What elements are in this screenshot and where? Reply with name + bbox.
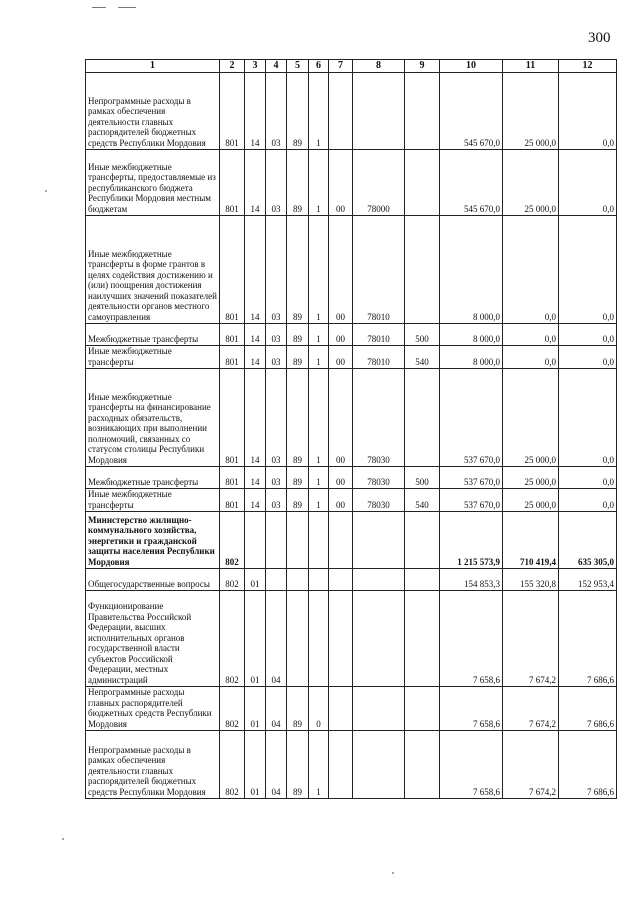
amount-cell: 0,0 — [559, 369, 617, 467]
row-label: Общегосударственные вопросы — [86, 569, 220, 591]
row-label: Непрограммные расходы в рамках обеспечения деятельности главных распорядителей бюджетных средств Республики Мордовия — [86, 731, 220, 799]
code-cell — [287, 591, 309, 687]
table-row — [86, 216, 617, 324]
code-cell: 1 — [309, 216, 329, 324]
amount-cell: 0,0 — [503, 216, 559, 324]
amount-cell: 25 000,0 — [503, 73, 559, 150]
amount-cell: 7 658,6 — [440, 687, 503, 731]
code-cell: 89 — [287, 467, 309, 489]
code-cell: 03 — [266, 216, 287, 324]
code-cell — [329, 687, 353, 731]
scan-speck — [392, 872, 394, 874]
amount-cell: 0,0 — [503, 346, 559, 369]
code-cell: 00 — [329, 369, 353, 467]
table-row — [86, 591, 617, 687]
amount-cell: 7 674,2 — [503, 731, 559, 799]
code-cell: 89 — [287, 216, 309, 324]
code-cell — [287, 569, 309, 591]
code-cell: 14 — [245, 346, 266, 369]
code-cell — [329, 569, 353, 591]
column-header: 10 — [440, 60, 503, 73]
code-cell: 89 — [287, 369, 309, 467]
amount-cell: 7 686,6 — [559, 731, 617, 799]
amount-cell: 7 674,2 — [503, 591, 559, 687]
amount-cell: 0,0 — [559, 73, 617, 150]
amount-cell: 8 000,0 — [440, 346, 503, 369]
code-cell — [329, 731, 353, 799]
amount-cell: 8 000,0 — [440, 324, 503, 346]
code-cell: 1 — [309, 346, 329, 369]
code-cell: 801 — [220, 467, 245, 489]
code-cell: 00 — [329, 467, 353, 489]
amount-cell: 0,0 — [559, 346, 617, 369]
scan-mark — [92, 7, 106, 8]
table-row — [86, 324, 617, 346]
code-cell: 78030 — [353, 369, 405, 467]
amount-cell: 8 000,0 — [440, 216, 503, 324]
table-header-row — [86, 60, 617, 73]
code-cell: 1 — [309, 489, 329, 512]
code-cell: 801 — [220, 73, 245, 150]
code-cell: 00 — [329, 150, 353, 216]
amount-cell: 0,0 — [559, 324, 617, 346]
code-cell — [405, 731, 440, 799]
table-row — [86, 369, 617, 467]
code-cell — [405, 512, 440, 569]
row-label: Непрограммные расходы главных распорядителей бюджетных средств Республики Мордовия — [86, 687, 220, 731]
code-cell: 802 — [220, 569, 245, 591]
amount-cell: 545 670,0 — [440, 150, 503, 216]
amount-cell: 154 853,3 — [440, 569, 503, 591]
code-cell: 802 — [220, 687, 245, 731]
code-cell: 89 — [287, 346, 309, 369]
code-cell — [329, 512, 353, 569]
code-cell: 802 — [220, 512, 245, 569]
code-cell: 78030 — [353, 489, 405, 512]
code-cell: 14 — [245, 369, 266, 467]
code-cell: 04 — [266, 591, 287, 687]
amount-cell: 710 419,4 — [503, 512, 559, 569]
row-label: Иные межбюджетные трансферты — [86, 489, 220, 512]
table-row — [86, 687, 617, 731]
column-header: 3 — [245, 60, 266, 73]
amount-cell: 537 670,0 — [440, 489, 503, 512]
code-cell: 802 — [220, 731, 245, 799]
amount-cell: 0,0 — [559, 467, 617, 489]
code-cell: 801 — [220, 489, 245, 512]
table-row — [86, 731, 617, 799]
code-cell: 89 — [287, 150, 309, 216]
row-label: Непрограммные расходы в рамках обеспечения деятельности главных распорядителей бюджетных средств Республики Мордовия — [86, 73, 220, 150]
code-cell: 01 — [245, 687, 266, 731]
code-cell — [309, 569, 329, 591]
code-cell: 78000 — [353, 150, 405, 216]
amount-cell: 7 658,6 — [440, 591, 503, 687]
code-cell: 802 — [220, 591, 245, 687]
column-header: 5 — [287, 60, 309, 73]
code-cell — [309, 591, 329, 687]
code-cell: 03 — [266, 467, 287, 489]
code-cell: 1 — [309, 369, 329, 467]
table-row — [86, 150, 617, 216]
code-cell: 1 — [309, 73, 329, 150]
table-row — [86, 569, 617, 591]
code-cell: 78030 — [353, 467, 405, 489]
code-cell: 04 — [266, 731, 287, 799]
column-header: 2 — [220, 60, 245, 73]
code-cell — [353, 569, 405, 591]
amount-cell: 7 658,6 — [440, 731, 503, 799]
amount-cell: 545 670,0 — [440, 73, 503, 150]
code-cell: 540 — [405, 346, 440, 369]
code-cell: 89 — [287, 731, 309, 799]
code-cell: 801 — [220, 346, 245, 369]
amount-cell: 537 670,0 — [440, 467, 503, 489]
code-cell — [405, 591, 440, 687]
amount-cell: 0,0 — [503, 324, 559, 346]
code-cell — [353, 73, 405, 150]
code-cell — [405, 73, 440, 150]
code-cell: 1 — [309, 150, 329, 216]
code-cell: 1 — [309, 467, 329, 489]
row-label: Иные межбюджетные трансферты — [86, 346, 220, 369]
code-cell: 89 — [287, 687, 309, 731]
code-cell — [266, 569, 287, 591]
code-cell — [405, 216, 440, 324]
code-cell: 03 — [266, 73, 287, 150]
amount-cell: 155 320,8 — [503, 569, 559, 591]
code-cell — [353, 591, 405, 687]
scan-mark — [118, 7, 136, 8]
code-cell — [329, 73, 353, 150]
code-cell: 801 — [220, 216, 245, 324]
code-cell — [329, 591, 353, 687]
scan-speck — [62, 838, 64, 840]
code-cell — [405, 150, 440, 216]
code-cell — [287, 512, 309, 569]
code-cell — [245, 512, 266, 569]
column-header: 7 — [329, 60, 353, 73]
column-header: 8 — [353, 60, 405, 73]
code-cell — [405, 369, 440, 467]
row-label: Функционирование Правительства Российской Федерации, высших исполнительных органов государственной власти субъектов Российской Федерации, местных администраций — [86, 591, 220, 687]
table-row — [86, 346, 617, 369]
code-cell: 0 — [309, 687, 329, 731]
scan-speck — [45, 190, 47, 192]
amount-cell: 0,0 — [559, 216, 617, 324]
code-cell — [405, 569, 440, 591]
code-cell: 89 — [287, 73, 309, 150]
code-cell: 03 — [266, 489, 287, 512]
amount-cell: 635 305,0 — [559, 512, 617, 569]
row-label: Иные межбюджетные трансферты в форме грантов в целях содействия достижению и (или) поощрения достижения наилучших значений показателей деятельности органов местного самоуправления — [86, 216, 220, 324]
code-cell: 14 — [245, 467, 266, 489]
code-cell: 500 — [405, 467, 440, 489]
column-header: 9 — [405, 60, 440, 73]
amount-cell: 0,0 — [559, 489, 617, 512]
code-cell — [266, 512, 287, 569]
code-cell: 00 — [329, 324, 353, 346]
code-cell: 801 — [220, 369, 245, 467]
amount-cell: 7 686,6 — [559, 591, 617, 687]
amount-cell: 0,0 — [559, 150, 617, 216]
code-cell — [405, 687, 440, 731]
code-cell: 14 — [245, 150, 266, 216]
table-row — [86, 489, 617, 512]
code-cell — [353, 512, 405, 569]
code-cell: 00 — [329, 489, 353, 512]
code-cell: 14 — [245, 489, 266, 512]
code-cell: 78010 — [353, 346, 405, 369]
amount-cell: 152 953,4 — [559, 569, 617, 591]
column-header: 6 — [309, 60, 329, 73]
row-label: Иные межбюджетные трансферты, предоставляемые из республиканского бюджета Республики Мордовия местным бюджетам — [86, 150, 220, 216]
column-header: 1 — [86, 60, 220, 73]
row-label: Межбюджетные трансферты — [86, 467, 220, 489]
code-cell: 00 — [329, 346, 353, 369]
amount-cell: 537 670,0 — [440, 369, 503, 467]
code-cell: 89 — [287, 324, 309, 346]
code-cell: 78010 — [353, 324, 405, 346]
code-cell: 500 — [405, 324, 440, 346]
code-cell: 14 — [245, 216, 266, 324]
code-cell: 89 — [287, 489, 309, 512]
table-row — [86, 512, 617, 569]
amount-cell: 1 215 573,9 — [440, 512, 503, 569]
code-cell: 01 — [245, 569, 266, 591]
table-row — [86, 73, 617, 150]
code-cell — [353, 687, 405, 731]
code-cell: 00 — [329, 216, 353, 324]
code-cell: 78010 — [353, 216, 405, 324]
code-cell: 801 — [220, 150, 245, 216]
table-row — [86, 467, 617, 489]
amount-cell: 25 000,0 — [503, 150, 559, 216]
code-cell: 801 — [220, 324, 245, 346]
code-cell: 540 — [405, 489, 440, 512]
code-cell — [353, 731, 405, 799]
row-label: Министерство жилищно-коммунального хозяйства, энергетики и гражданской защиты населения Республики Мордовия — [86, 512, 220, 569]
column-header: 12 — [559, 60, 617, 73]
code-cell: 03 — [266, 324, 287, 346]
amount-cell: 25 000,0 — [503, 369, 559, 467]
code-cell — [309, 512, 329, 569]
code-cell: 14 — [245, 73, 266, 150]
code-cell: 03 — [266, 369, 287, 467]
amount-cell: 7 686,6 — [559, 687, 617, 731]
column-header: 11 — [503, 60, 559, 73]
budget-table — [85, 59, 617, 799]
amount-cell: 25 000,0 — [503, 489, 559, 512]
code-cell: 03 — [266, 346, 287, 369]
column-header: 4 — [266, 60, 287, 73]
amount-cell: 7 674,2 — [503, 687, 559, 731]
code-cell: 1 — [309, 731, 329, 799]
row-label: Иные межбюджетные трансферты на финансирование расходных обязательств, возникающих при выполнении полномочий, связанных со статусом столицы Республики Мордовия — [86, 369, 220, 467]
amount-cell: 25 000,0 — [503, 467, 559, 489]
code-cell: 03 — [266, 150, 287, 216]
row-label: Межбюджетные трансферты — [86, 324, 220, 346]
code-cell: 01 — [245, 731, 266, 799]
code-cell: 04 — [266, 687, 287, 731]
code-cell: 01 — [245, 591, 266, 687]
page-number: 300 — [588, 30, 611, 46]
code-cell: 1 — [309, 324, 329, 346]
table-body — [86, 73, 617, 799]
code-cell: 14 — [245, 324, 266, 346]
